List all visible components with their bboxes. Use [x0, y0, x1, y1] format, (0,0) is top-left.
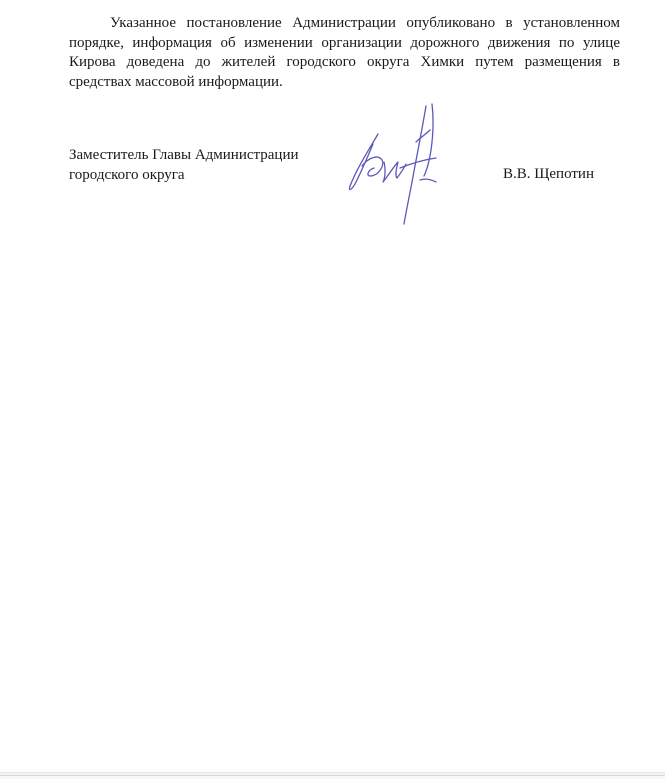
signatory-title-line-2: городского округа: [69, 166, 185, 183]
body-paragraph: Указанное постановление Администрации опубликовано в установленном порядке, информация об изменении организации дорожного движения по улице Кирова доведена до жителей городского округа Химки путем размещения в средствах массовой информации.: [69, 15, 620, 90]
handwritten-signature: [340, 100, 455, 230]
signatory-title-line-1: Заместитель Главы Администрации: [69, 147, 299, 163]
signer-name: В.В. Щепотин: [503, 166, 594, 182]
signatory-title: [69, 146, 299, 185]
page-bottom-border: [0, 772, 665, 779]
